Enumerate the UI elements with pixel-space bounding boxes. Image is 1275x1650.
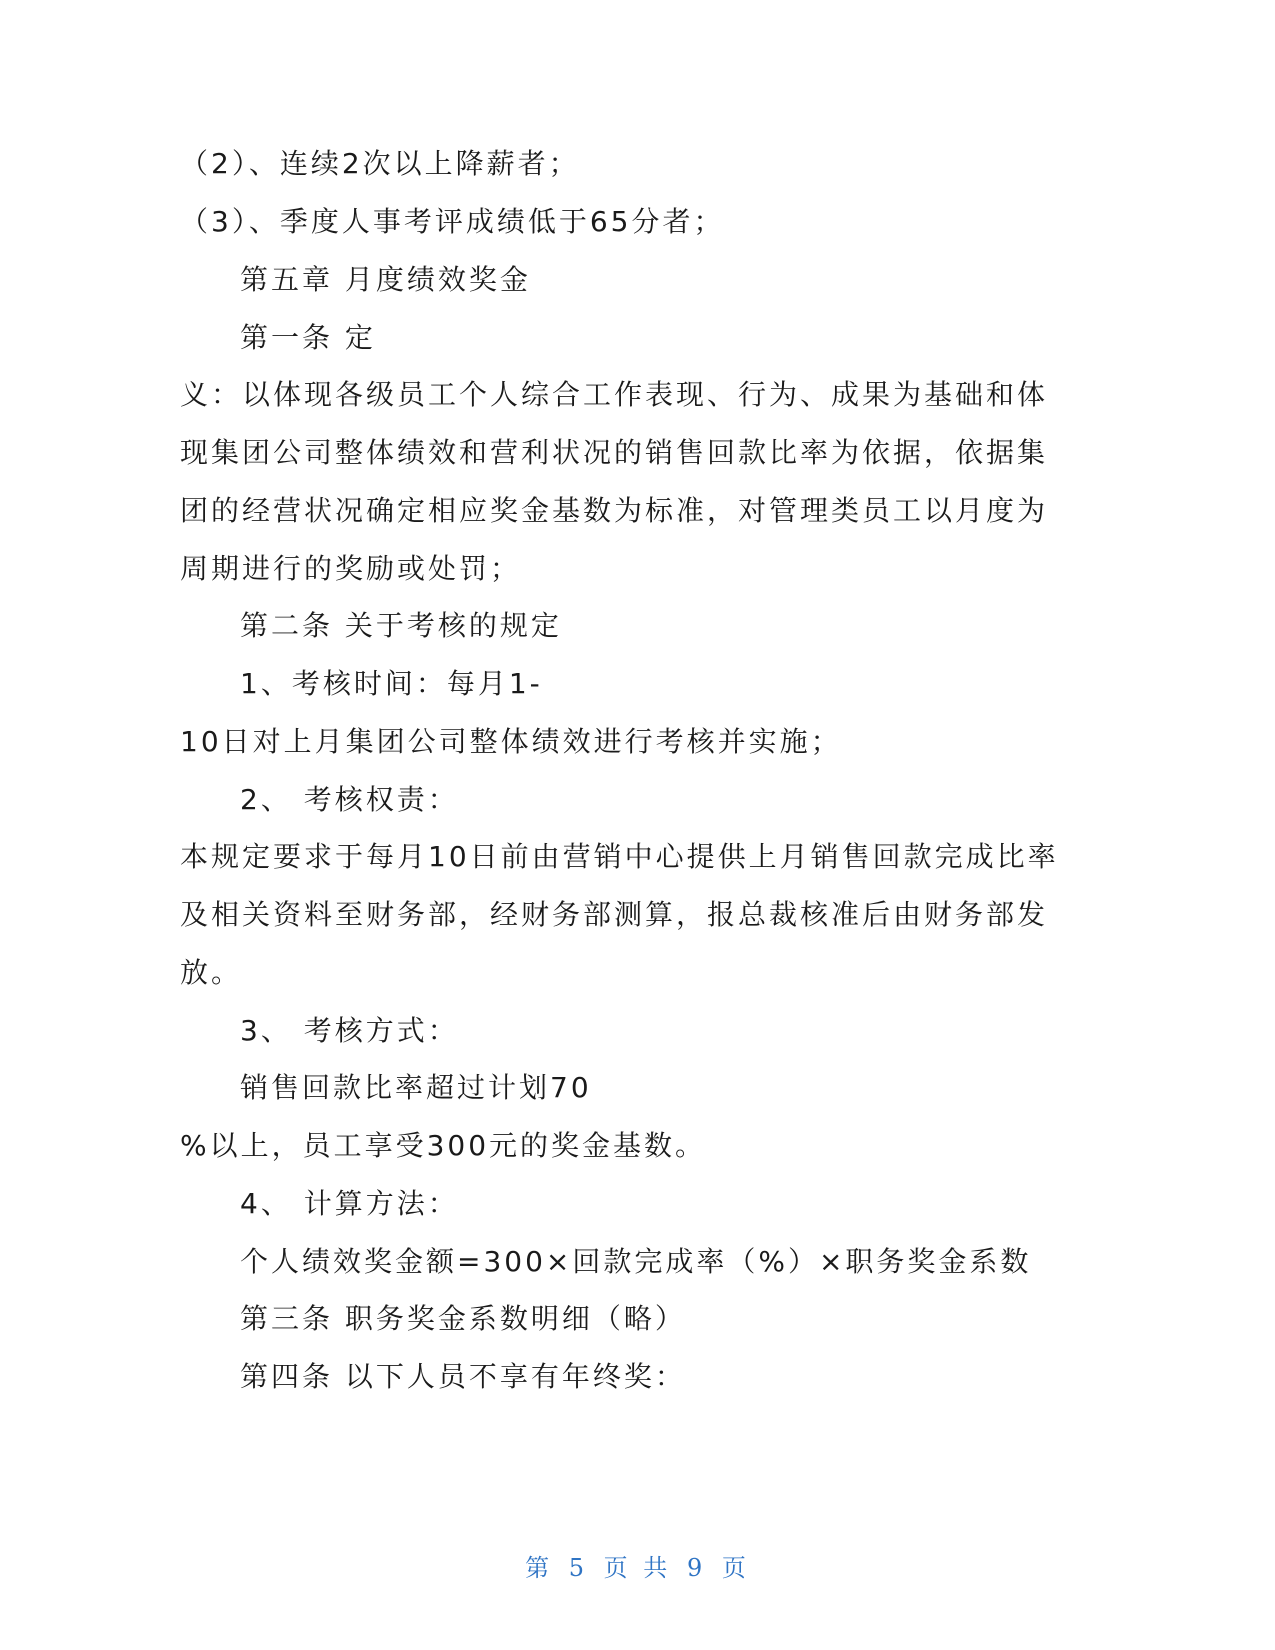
paragraph-line: 10日对上月集团公司整体绩效进行考核并实施； (180, 725, 842, 758)
paragraph-line: 团的经营状况确定相应奖金基数为标准，对管理类员工以月度为 (180, 494, 1049, 527)
page-number-footer (0, 1548, 1275, 1583)
footer-current-page: 5 (568, 1554, 589, 1582)
footer-total-pages: 9 (686, 1554, 707, 1582)
list-item-2: （2）、连续2次以上降薪者； (180, 147, 580, 180)
paragraph-line: 及相关资料至财务部，经财务部测算，报总裁核准后由财务部发 (180, 898, 1049, 931)
item-4-heading: 4、 计算方法： (240, 1187, 459, 1220)
paragraph-line: %以上，员工享受300元的奖金基数。 (180, 1129, 707, 1162)
article-heading-2: 第二条 关于考核的规定 (240, 609, 562, 642)
paragraph-line: 销售回款比率超过计划70 (240, 1071, 592, 1104)
article-heading-1: 第一条 定 (240, 321, 376, 354)
article-heading-4: 第四条 以下人员不享有年终奖： (240, 1360, 686, 1393)
paragraph-line: 本规定要求于每月10日前由营销中心提供上月销售回款完成比率 (180, 840, 1059, 873)
footer-prefix: 第 (525, 1554, 554, 1582)
paragraph-line: 现集团公司整体绩效和营利状况的销售回款比率为依据，依据集 (180, 436, 1049, 469)
footer-suffix: 页 (721, 1554, 750, 1582)
item-3-heading: 3、 考核方式： (240, 1014, 459, 1047)
item-2-heading: 2、 考核权责： (240, 783, 459, 816)
paragraph-line: 周期进行的奖励或处罚； (180, 552, 522, 585)
item-1-heading: 1、考核时间：每月1- (240, 667, 543, 700)
paragraph-line: 放。 (180, 956, 243, 989)
formula-line: 个人绩效奖金额=300×回款完成率（%）×职务奖金系数 (240, 1245, 1032, 1278)
article-heading-3: 第三条 职务奖金系数明细（略） (240, 1302, 686, 1335)
paragraph-line: 义：以体现各级员工个人综合工作表现、行为、成果为基础和体 (180, 378, 1049, 411)
chapter-heading: 第五章 月度绩效奖金 (240, 263, 531, 296)
footer-middle: 页 共 (603, 1554, 672, 1582)
list-item-3: （3）、季度人事考评成绩低于65分者； (180, 205, 725, 238)
